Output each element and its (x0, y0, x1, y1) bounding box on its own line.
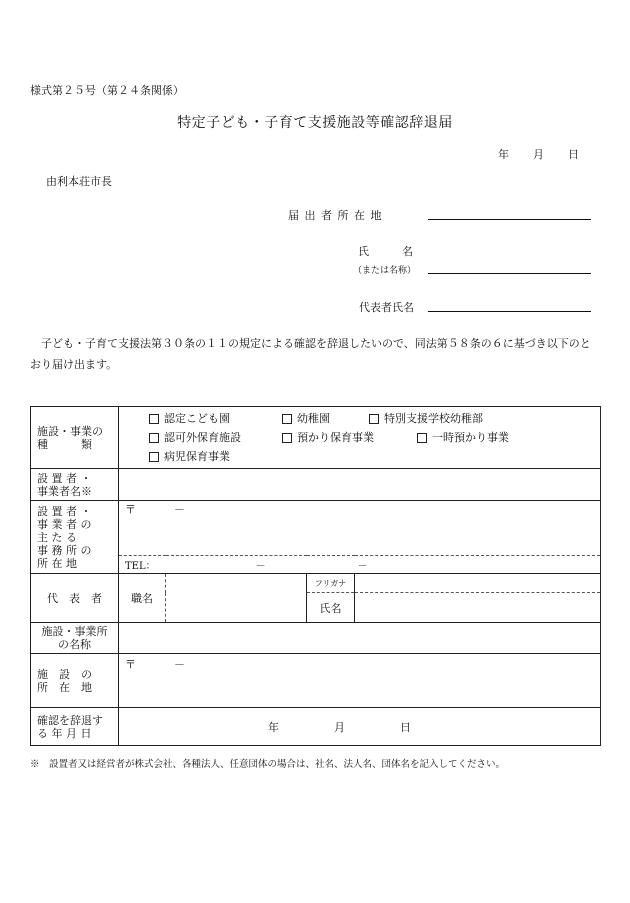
rep-name-label: 氏名 (307, 593, 355, 623)
operator-address-label-line2: 事 業 者 の (37, 517, 92, 531)
operator-address-label (31, 501, 119, 574)
postal-mark: 〒 (125, 503, 136, 516)
withdraw-date-label-line1: 確認を辞退す (37, 713, 103, 727)
footnote: ※ 設置者又は経営者が株式会社、各種法人、任意団体の場合は、社名、法人名、団体名を記入してください。 (30, 759, 506, 770)
facility-postal-mark: 〒 (125, 658, 136, 671)
checkbox-icon (149, 433, 159, 443)
position-label: 職名 (119, 574, 166, 623)
checkbox-sick-child-care[interactable] (149, 447, 230, 466)
checkbox-label: 認定こども園 (164, 412, 230, 425)
operator-address-label-line3: 主 た る (37, 530, 77, 544)
facility-name-field[interactable] (119, 623, 601, 654)
checkbox-label: 病児保育事業 (164, 450, 230, 463)
facility-type-label-line2: 種 類 (37, 437, 92, 451)
checkbox-icon (282, 433, 292, 443)
withdrawal-form-table (30, 406, 601, 746)
representative-name-label: 代表者氏名 (359, 301, 414, 314)
operator-tel-field[interactable] (119, 556, 601, 574)
tel-dash-1: － (255, 561, 266, 572)
facility-address-field[interactable] (119, 654, 601, 708)
checkbox-temporary-care[interactable] (417, 428, 509, 447)
facility-type-options (119, 407, 601, 469)
applicant-address-field[interactable] (428, 219, 591, 220)
operator-name-label-line1: 設 置 者 ・ (37, 471, 92, 485)
withdraw-date-label (31, 708, 119, 746)
facility-name-label-line1: 施設・事業所 (41, 625, 108, 638)
withdraw-year-label: 年 (268, 720, 279, 734)
operator-address-label-line1: 設 置 者 ・ (37, 504, 92, 518)
applicant-name-label: 氏 名 (358, 245, 413, 258)
tel-label: TEL： (125, 561, 156, 572)
facility-address-label-line1: 施 設 の (37, 667, 92, 681)
facility-type-label-line1: 施設・事業の (37, 424, 103, 438)
checkbox-label: 特別支援学校幼稚部 (384, 412, 483, 425)
facility-address-label-line2: 所 在 地 (37, 680, 92, 694)
tel-dash-2: － (357, 561, 368, 572)
withdraw-date-field[interactable] (119, 708, 601, 746)
operator-address-label-line4: 事 務 所 の (37, 543, 92, 557)
checkbox-kindergarten[interactable] (282, 409, 330, 428)
date-year-label: 年 (498, 148, 509, 161)
facility-postal-dash: － (174, 658, 185, 671)
checkbox-extended-care[interactable] (282, 428, 374, 447)
applicant-address-label: 届 出 者 所 在 地 (288, 209, 383, 222)
operator-name-label-line2: 事業者名※ (37, 484, 92, 498)
operator-address-label-line5: 所 在 地 (37, 556, 77, 570)
form-number: 様式第２５号（第２４条関係） (30, 84, 184, 97)
facility-address-label (31, 654, 119, 708)
checkbox-label: 預かり保育事業 (297, 431, 374, 444)
checkbox-label: 幼稚園 (297, 412, 330, 425)
checkbox-icon (149, 452, 159, 462)
checkbox-special-school-kindergarten[interactable] (369, 409, 483, 428)
furigana-label: フリガナ (307, 574, 355, 593)
rep-name-field[interactable] (355, 593, 601, 623)
date-day-label: 日 (568, 148, 579, 161)
date-month-label: 月 (533, 148, 544, 161)
applicant-name-field[interactable] (428, 273, 591, 274)
body-text: 子ども・子育て支援法第３０条の１１の規定による確認を辞退したいので、同法第５８条の６に基づき以下のとおり届け出ます。 (30, 337, 591, 371)
facility-name-label (31, 623, 119, 654)
facility-type-label (31, 407, 119, 469)
facility-name-label-line2: の名称 (58, 638, 91, 651)
checkbox-icon (369, 414, 379, 424)
checkbox-label: 認可外保育施設 (164, 431, 241, 444)
operator-name-field[interactable] (119, 469, 601, 501)
checkbox-label: 一時預かり事業 (432, 431, 509, 444)
checkbox-icon (149, 414, 159, 424)
withdraw-month-label: 月 (334, 720, 345, 734)
addressee: 由利本荘市長 (46, 175, 112, 188)
submission-date (498, 146, 579, 162)
representative-label: 代 表 者 (31, 574, 119, 623)
furigana-field[interactable] (355, 574, 601, 593)
operator-name-label (31, 469, 119, 501)
checkbox-unlicensed-nursery[interactable] (149, 428, 241, 447)
checkbox-icon (417, 433, 427, 443)
position-field[interactable] (166, 574, 307, 623)
withdraw-day-label: 日 (400, 720, 411, 734)
checkbox-certified-kodomoen[interactable] (149, 409, 230, 428)
representative-name-field[interactable] (428, 311, 591, 312)
withdraw-date-label-line2: る 年 月 日 (37, 726, 92, 740)
operator-address-field[interactable] (119, 501, 601, 556)
postal-dash: － (174, 503, 185, 516)
checkbox-icon (282, 414, 292, 424)
applicant-name-sublabel: （または名称） (353, 266, 417, 276)
page-title: 特定子ども・子育て支援施設等確認辞退届 (177, 115, 453, 131)
